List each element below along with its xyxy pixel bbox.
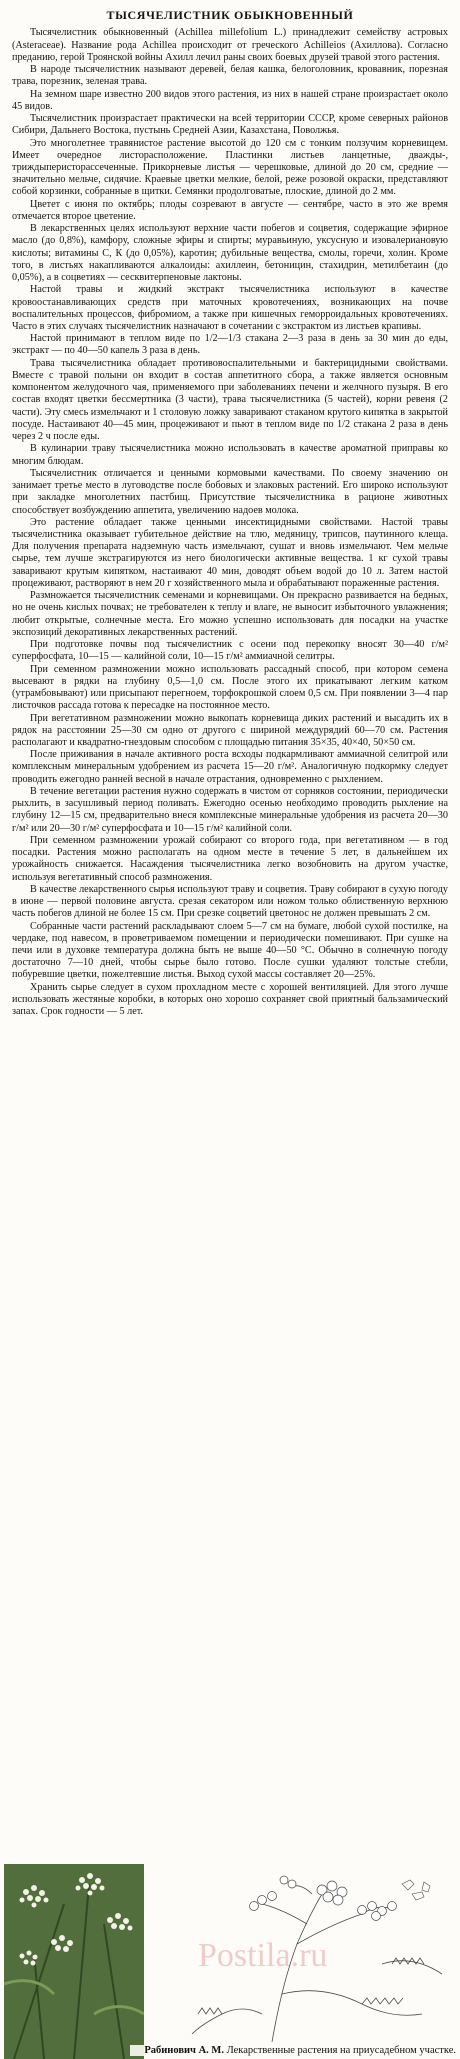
paragraph-21: В качестве лекарственного сырья используют траву и соцветия. Траву собирают в сухую погоду в июне — первой половине августа. срезая секатором или ножом только облиственную верхнюю часть побегов длиной не более 15 см. При срезке соцветий цветонос не должен превышать 2 см. <box>12 883 448 920</box>
paragraph-18: После приживания в начале активного роста всходы подкармливают аммиачной селитрой или комплексным минеральным удобрением из расчета 15—20 г/м². Аналогичную подкормку следует проводить ежегодно ранней весной в начале отрастания, одновременно с рыхлением. <box>12 749 448 785</box>
paragraph-9: Настой принимают в теплом виде по 1/2—1/3 стакана 2—3 раза в день за 30 мин до еды, экстракт — по 40—50 капель 3 раза в день. <box>12 333 448 357</box>
paragraph-5: Это многолетнее травянистое растение высотой до 120 см с тонким ползучим корневищем. Имеет очередное листорасположение. Пластинки листьев ланцетные, дважды-, триждыперисторассеченные. Прикорневые листья — черешковые, длиной до 20 см, средние — значительно мельче, сидячие. Краевые цветки мелкие, белой, реже розовой окраски, представляют собой корзинки, собранные в щитки. Семянки продолговатые, плоские, длиной до 2 мм. <box>12 137 448 198</box>
paragraph-6: Цветет с июня по октябрь; плоды созревают в августе — сентябре, часто в это же время отмечается второе цветение. <box>12 198 448 222</box>
paragraph-15: При подготовке почвы под тысячелистник с осени под перекопку вносят 30—40 г/м² суперфосфата, 10—15 — калийной соли, 10—15 г/м² аммиачной селитры. <box>12 639 448 663</box>
paragraph-20: При семенном размножении урожай собирают со второго года, при вегетативном — в год посадки. Растения можно располагать на одном месте в течение 5 лет, в дальнейшем их урожайность снижается. Насаждения тысячелистника легко возобновить на другом участке, используя вегетативный способ размножения. <box>12 834 448 883</box>
paragraph-23: Хранить сырье следует в сухом прохладном месте с хорошей вентиляцией. Для этого лучше использовать жестяные коробки, в которых оно хорошо сохраняет свой приятный бальзамический запах. Срок годности — 5 лет. <box>12 981 448 1018</box>
article-title: ТЫСЯЧЕЛИСТНИК ОБЫКНОВЕННЫЙ <box>106 8 354 22</box>
yarrow-photo-icon <box>4 1864 144 2059</box>
figure-block <box>0 1862 460 2059</box>
paragraph-3: На земном шаре известно 200 видов этого растения, из них в нашей стране произрастает около 45 видов. <box>12 88 448 112</box>
watermark: Postila.ru <box>198 1937 328 1974</box>
paragraph-2: В народе тысячелистник называют деревей, белая кашка, белоголовник, кровавник, порезная трава, порезник, зеленая трава. <box>12 64 448 88</box>
paragraph-7: В лекарственных целях используют верхние части побегов и соцветия, содержащие эфирное масло (до 0,8%), камфору, сложные эфиры и спирты; муравьиную, уксусную и изовалериановую кислоты; витамины С, К (до 0,05%), каротин; дубильные вещества, смолы, горечи, холин. Кроме того, в листьях накапливаются алкалоиды: ахиллеин, бетоницин, стахидрин, метилбетаин (до 0,05%), а в соцветиях — сесквитерпеновые лактоны. <box>12 223 448 284</box>
paragraph-12: Тысячелистник отличается и ценными кормовыми качествами. По своему значению он занимает третье место в луговодстве после бобовых и злаковых растений. Его широко используют при закладке многолетних пастбищ. Присутствие тысячелистника в рационе животных способствует возбуждению аппетита, увеличению надоев молока. <box>12 467 448 516</box>
paragraph-16: При семенном размножении можно использовать рассадный способ, при котором семена высевают в рядки на глубину 0,5—1,0 см. После этого их прикатывают легким катком (утрамбовывают) или присыпают перегноем, торфокрошкой слоем 0,5 см. При появлении 3—4 пар листочков рассада готова к пересадке на постоянное место. <box>12 663 448 712</box>
paragraph-11: В кулинарии траву тысячелистника можно использовать в качестве ароматной приправы ко многим блюдам. <box>12 443 448 467</box>
paragraph-8: Настой травы и жидкий экстракт тысячелистника используют в качестве кровоостанавливающих средств при маточных кровотечениях, возникающих на почве воспалительных процессов, фибромиом, а также при кишечных геморроидальных кровотечениях. Часто в этих случаях тысячелистник назначают в сочетании с экстрактом из листьев крапивы. <box>12 284 448 333</box>
paragraph-19: В течение вегетации растения нужно содержать в чистом от сорняков состоянии, периодически рыхлить, в засушливый период поливать. Ежегодно осенью необходимо проводить рыхление на глубину 12—15 см, предварительно внеся комплексные минеральные удобрения из расчета 20—30 г/м² или 20—30 г/м² суперфосфата и 10—15 г/м² калийной соли. <box>12 785 448 834</box>
paragraph-22: Собранные части растений раскладывают слоем 5—7 см на бумаге, любой сухой постилке, на чердаке, под навесом, в проветриваемом помещении и периодически помешивают. При сушке на печи или в духовке температура должна быть не выше 40—50 °С. Обычно в солнечную погоду достаточно 7—10 дней, чтобы сырье было готово. После сушки удаляют толстые стебли, побуревшие цветки, пожелтевшие листья. Выход сухой массы составляет 20—25%. <box>12 920 448 981</box>
paragraph-14: Размножается тысячелистник семенами и корневищами. Он прекрасно развивается на бедных, но не очень кислых почвах; не требователен к теплу и влаге, не выносит избыточного увлажнения; любит открытые, солнечные места. Его можно успешно использовать для посадки на участке экспозиций декоративных лекарственных растений. <box>12 590 448 638</box>
figure-credit <box>130 2045 456 2056</box>
paragraph-4: Тысячелистник произрастает практически на всей территории СССР, кроме северных районов Сибири, Дальнего Востока, пустынь Средней Азии, Казахстана, Поволжья. <box>12 113 448 137</box>
paragraph-13: Это растение обладает также ценными инсектицидными свойствами. Настой травы тысячелистника оказывает губительное действие на тлю, медяницу, трипсов, паутинного клеща. Для получения препарата надземную часть измельчают, сушат и вновь измельчают. Чем мельче сырье, тем лучше экстрагируются из него биологически активные вещества. 1 кг сухой травы заваривают крутым кипятком, настаивают 40 мин, доводят объем водой до 10 л. Затем настой процеживают, растворяют в нем 20 г хозяйственного мыла и обрабатывают пораженные растения. <box>12 516 448 589</box>
paragraph-1: Тысячелистник обыкновенный (Achillea millefolium L.) принадлежит семейству астровых (Asteraceae). Название рода Achillea происходит от греческого Achilleios (Ахиллова). Согласно преданию, герой Троянской войны Ахилл лечил раны своих боевых друзей травой этого растения. <box>12 27 448 63</box>
credit-author: Рабинович А. М. <box>144 2045 224 2056</box>
article <box>12 6 448 1018</box>
paragraph-10: Трава тысячелистника обладает противовоспалительными и бактерицидными свойствами. Вместе с травой полыни он входит в состав аппетитного сбора, а также является основным компонентом желудочного чая, применяемого при заболеваниях печени и желчного пузыря. В его состав входят цветки бессмертника (3 части), трава тысячелистника (5 частей), корни ревеня (2 части). Эту смесь измельчают и 1 столовую ложку заваривают стаканом крутого кипятка в закрытой посуде. Настаивают 40—45 мин, процеживают и пьют в теплом виде по 1/2 стакана 2 раза в день через 2 ч после еды. <box>12 357 448 443</box>
paragraph-17: При вегетативном размножении можно выкопать корневища диких растений и высадить их в рядок на расстоянии 25—30 см одно от другого с шириной междурядий 60—70 см. Растения располагают и квадратно-гнездовым способом с площадью питания 35×35, 40×40, 50×50 см. <box>12 712 448 748</box>
credit-source: Лекарственные растения на приусадебном участке. <box>226 2045 456 2056</box>
